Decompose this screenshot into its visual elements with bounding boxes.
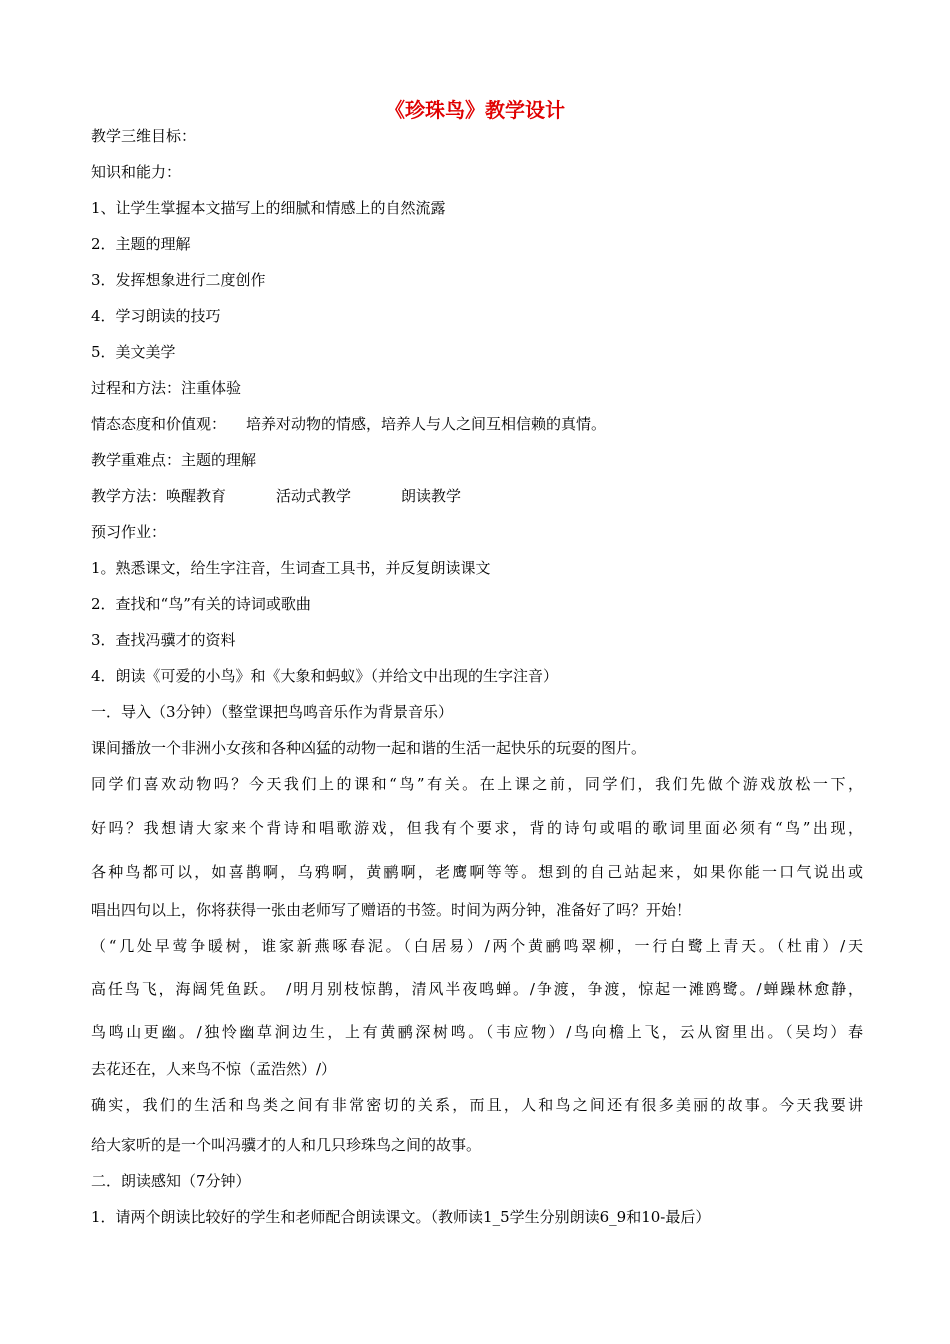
knowledge-item: 1、让学生掌握本文描写上的细腻和情感上的自然流露	[91, 199, 446, 217]
section1-closing-line: 确实，我们的生活和鸟类之间有非常密切的关系，而且，人和鸟之间还有很多美丽的故事。今天我要讲	[91, 1096, 863, 1114]
methods-line	[91, 486, 461, 506]
objectives-heading: 教学三维目标：	[91, 127, 197, 145]
method-2: 活动式教学	[276, 487, 352, 505]
section1-paragraph-line: 唱出四句以上，你将获得一张由老师写了赠语的书签。时间为两分钟，准备好了吗？开始！	[91, 901, 692, 919]
attitude-label: 情态态度和价值观：	[91, 415, 227, 433]
key-difficulty: 教学重难点：主题的理解	[91, 451, 257, 469]
section1-paragraph: 课间播放一个非洲小女孩和各种凶猛的动物一起和谐的生活一起快乐的玩耍的图片。	[91, 739, 647, 757]
preview-item: 1。熟悉课文，给生字注音，生词查工具书，并反复朗读课文	[91, 559, 491, 577]
method-3: 朗读教学	[401, 487, 462, 505]
preview-item: 3．查找冯骥才的资料	[91, 631, 236, 649]
preview-item: 4．朗读《可爱的小鸟》和《大象和蚂蚁》（并给文中出现的生字注音）	[91, 667, 559, 685]
preview-item: 2．查找和“鸟”有关的诗词或歌曲	[91, 595, 311, 613]
attitude-text: 培养对动物的情感，培养人与人之间互相信赖的真情。	[246, 415, 607, 433]
attitude-line	[91, 414, 606, 434]
poems-line: （“几处早莺争暖树，谁家新燕啄春泥。（白居易）/两个黄鹂鸣翠柳，一行白鹭上青天。（杜甫）/天	[91, 937, 863, 955]
section1-paragraph-line: 好吗？我想请大家来个背诗和唱歌游戏，但我有个要求，背的诗句或唱的歌词里面必须有“鸟”出现，	[91, 819, 863, 837]
section1-paragraph-line: 同学们喜欢动物吗？今天我们上的课和“鸟”有关。在上课之前，同学们，我们先做个游戏放松一下，	[91, 775, 863, 793]
knowledge-item: 2．主题的理解	[91, 235, 191, 253]
knowledge-item: 3．发挥想象进行二度创作	[91, 271, 266, 289]
knowledge-item: 4．学习朗读的技巧	[91, 307, 221, 325]
section2-item: 1．请两个朗读比较好的学生和老师配合朗读课文。（教师读1_5学生分别朗读6_9和10-最后）	[91, 1208, 711, 1226]
poems-line: 去花还在，人来鸟不惊（孟浩然）/）	[91, 1060, 337, 1078]
section1-closing-line: 给大家听的是一个叫冯骥才的人和几只珍珠鸟之间的故事。	[91, 1136, 482, 1154]
section1-paragraph-line: 各种鸟都可以，如喜鹊啊，乌鸦啊，黄鹂啊，老鹰啊等等。想到的自己站起来，如果你能一口气说出或	[91, 863, 863, 881]
methods-label: 教学方法：唤醒教育	[91, 487, 227, 505]
process-method: 过程和方法：注重体验	[91, 379, 242, 397]
knowledge-heading: 知识和能力：	[91, 163, 182, 181]
knowledge-item: 5．美文美学	[91, 343, 176, 361]
document-title: 《珍珠鸟》教学设计	[385, 98, 565, 122]
preview-heading: 预习作业：	[91, 523, 167, 541]
poems-line: 高任鸟飞，海阔凭鱼跃。 /明月别枝惊鹊，清风半夜鸣蝉。/争渡，争渡，惊起一滩鸥鹭。/蝉躁林愈静，	[91, 980, 863, 998]
section2-heading: 二．朗读感知（7分钟）	[91, 1172, 251, 1190]
poems-line: 鸟鸣山更幽。/独怜幽草涧边生，上有黄鹂深树鸣。（韦应物）/鸟向檐上飞，云从窗里出。（吴均）春	[91, 1023, 863, 1041]
section1-heading: 一．导入（3分钟）（整堂课把鸟鸣音乐作为背景音乐）	[91, 703, 454, 721]
